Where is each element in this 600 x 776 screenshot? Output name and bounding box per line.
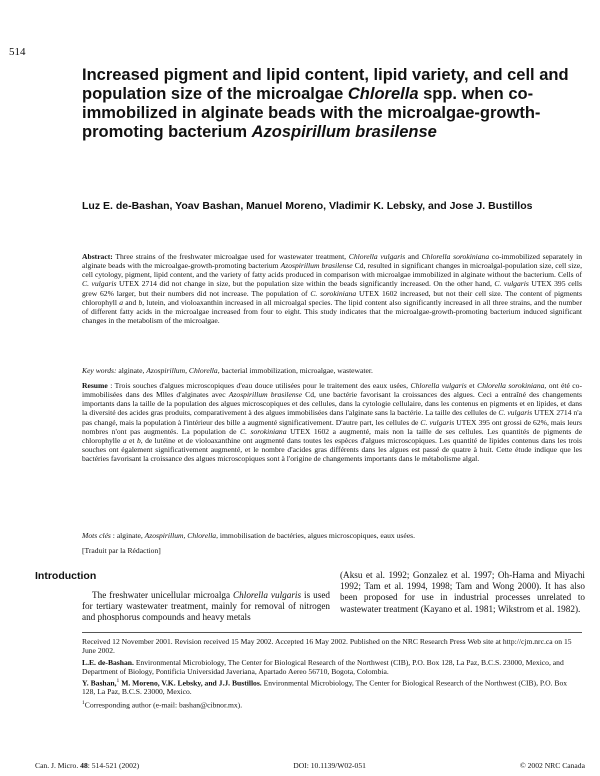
intro-italic: Chlorella vulgaris: [233, 590, 302, 600]
abstract-italic: Azospirillum brasilense: [280, 261, 353, 271]
footnotes: [82, 637, 582, 713]
keywords-text: alginate,: [116, 366, 147, 375]
resume-label: Resume: [82, 381, 108, 390]
abstract-text: UTEX 2714 did not change in size, but the population size within the beads significantly increased. On the other hand,: [116, 279, 495, 289]
abstract-text: , lutein, and violoaxanthin increased in all microalgal species. The lipid content also significantly increased in all three strains, and the number of different fatty acids in the microalgae increased from four to eight. This study indicates that the microalgae-growth-promoting bacterium induced significant changes in the metabolism of the microalgae.: [82, 297, 582, 326]
mots-cles: [82, 531, 582, 540]
received-dates: Received 12 November 2001. Revision received 15 May 2002. Accepted 16 May 2002. Published on the NRC Research Press Web site at http://cjm.nrc.ca on 15 June 2002.: [82, 637, 572, 656]
abstract: [82, 252, 582, 325]
abstract-text: Three strains of the freshwater microalgae used for wastewater treatment,: [112, 252, 349, 261]
abstract-italic: a: [119, 297, 124, 307]
article-title: [82, 66, 582, 142]
resume-text: , de lutéine et de violoaxanthine ont augmenté dans toutes les espèces d'algues microscopiques. Les quantité de lipides contenus dans les trois souches ont également significativement augmenté, et le nombre d'acides gras différents dans les algues est passé de quatre à huit. Cette étude indique que les bactéries favorisant la croissance des algues microscopiques sont à l'origine de changements importants dans le métabolisme algal.: [82, 435, 582, 464]
keywords-label: Key words:: [82, 366, 117, 375]
resume-text: UTEX 2714 n'a pas changé, mais la population à l'intérieur des bille a augmenté significativement. D'autre part, les cellules de: [82, 408, 582, 427]
resume-text: UTEX 395 ont grossi de 62%, mais leurs nombres n'ont pas augmentés. La population de: [82, 417, 582, 436]
resume-italic: Azospirillum brasilense: [228, 390, 302, 400]
abstract-text: and: [405, 252, 422, 261]
footnote-divider: [82, 632, 582, 633]
mots-cles-label: Mots clés: [82, 531, 111, 540]
abstract-italic: C. sorokiniana: [310, 288, 357, 298]
introduction-heading: Introduction: [35, 570, 97, 582]
keywords-text: bacterial immobilization, microalgae, wastewater.: [219, 366, 373, 375]
title-part-2: spp. when co-immobilized in alginate beads with the microalgae-growth-promoting bacterium: [82, 85, 541, 141]
resume-italic: b: [136, 435, 141, 445]
resume-text: Cd, une bactérie favorisant la croissances des algues. Ceci a entraîné des changements importants dans la taille de la population des algues microscopiques et des cellules, dans la cytologie cellulaire, dans les contenus en pigments et en lipides, et dans la diversité des acides gras produits, comparativement à des algues immobilisées dans l'alginate sans la bactérie. La taille des cellules de: [82, 390, 583, 418]
resume-italic: C. vulgaris: [420, 417, 455, 427]
introduction-column-1: [82, 590, 330, 624]
resume-italic: a: [122, 435, 127, 445]
abstract-text: and: [123, 297, 139, 307]
mots-cles-text: : alginate,: [110, 531, 145, 540]
affiliation-1-name: L.E. de-Bashan.: [82, 658, 134, 668]
resume-italic: C. vulgaris: [498, 408, 533, 418]
footnote-marker: 1: [82, 700, 85, 707]
affiliation-2-name: Y. Bashan,: [82, 678, 117, 688]
abstract-text: co-immobilized separately in alginate beads with the microalgae-growth-promoting bacterium: [82, 252, 582, 271]
affiliation-2-text: Environmental Microbiology, The Center for Biological Research of the Northwest (CIB), P.O. Box 128, La Paz, B.C.S. 23000, Mexico.: [82, 678, 568, 697]
keywords: [82, 366, 582, 375]
abstract-italic: b: [138, 297, 143, 307]
abstract-italic: Chlorella vulgaris: [348, 252, 406, 261]
page-footer: [35, 761, 585, 770]
author-list: Luz E. de-Bashan, Yoav Bashan, Manuel Moreno, Vladimir K. Lebsky, and Jose J. Bustillos: [82, 200, 533, 212]
abstract-text: UTEX 1602 increased, but not their cell size. The content of pigments chlorophyll: [82, 288, 582, 307]
resume-text: et: [466, 381, 478, 390]
doi: DOI: 10.1139/W02-051: [293, 761, 366, 770]
abstract-label: Abstract:: [82, 252, 113, 261]
translation-note: [Traduit par la Rédaction]: [82, 546, 161, 555]
citation: [35, 761, 139, 770]
affiliation-1: [82, 658, 582, 696]
title-azospirillum: Azospirillum brasilense: [251, 123, 437, 141]
copyright: © 2002 NRC Canada: [519, 761, 585, 770]
corresponding-author: [82, 699, 582, 710]
title-chlorella: Chlorella: [347, 85, 419, 103]
journal-name: Can. J. Micro.: [35, 761, 81, 770]
resume-text: et: [126, 435, 137, 445]
abstract-text: Cd, resulted in significant changes in microalgal-population size, cell size, cell cytology, pigment, lipid content, and the variety of fatty acids produced in comparison with microalgae immobilized in alginate without the bacterium. Cells of: [82, 261, 582, 280]
resume-italic: Chlorella sorokiniana,: [477, 381, 547, 390]
affiliation-2-names: M. Moreno, V.K. Lebsky, and J.J. Bustillos.: [119, 678, 262, 688]
title-part-1: Increased pigment and lipid content, lipid variety, and cell and population size of the microalgae: [82, 66, 569, 103]
journal-volume: 48: [80, 761, 88, 770]
mots-cles-text: immobilisation de bactéries, algues microscopiques, eaux usées.: [218, 531, 415, 540]
mots-cles-italic: Azospirillum, Chlorella,: [144, 531, 218, 540]
intro-text: is used for tertiary wastewater treatment, mainly for removal of nitrogen and phosphorus compounds and heavy metals: [82, 590, 331, 623]
journal-pages: : 514-521 (2002): [87, 761, 140, 770]
resume-text: : Trois souches d'algues microscopiques d'eau douce utilisées pour le traitement des eaux usées,: [107, 381, 411, 390]
resume-text: ont été co-immobilisées dans des Mlles d'alginates avec: [82, 381, 582, 400]
resume-italic: C. sorokiniana: [240, 426, 287, 436]
abstract-italic: C. vulgaris: [494, 279, 529, 289]
page-number: 514: [9, 46, 26, 58]
corresponding-author-text: Corresponding author (e-mail: bashan@cibnor.mx).: [84, 701, 243, 710]
abstract-italic: C. vulgaris: [82, 279, 117, 289]
resume-text: UTEX 1602 a augmenté, mais non la taille de ses cellules. Les quantités de pigments de chlorophylle: [82, 426, 582, 445]
footnote-marker: 1: [116, 677, 120, 684]
resume: [82, 381, 582, 463]
intro-text: The freshwater unicellular microalga: [92, 590, 234, 600]
abstract-text: UTEX 395 cells grew 62% larger, but their numbers did not increase. The population of: [82, 279, 582, 298]
keywords-italic: Azospirillum, Chlorella,: [146, 366, 220, 375]
affiliation-1-text: Environmental Microbiology, The Center for Biological Research of the Northwest (CIB), P.O. Box 128, La Paz, B.C.S. 23000, Mexico, and Department of Biology, Pontificia Universidad Javeriana, Apartado Aereo 56710, Bogota, Colombia.: [82, 658, 564, 677]
introduction-column-2: (Aksu et al. 1992; Gonzalez et al. 1997; Oh-Hama and Miyachi 1992; Tam et al. 1994, 1998; Tam and Wong 2000). It has also been proposed for use in industrial processes unrelated to wastewater treatment (Kayano et al. 1981; Wikstrom et al. 1982).: [340, 570, 585, 614]
resume-italic: Chlorella vulgaris: [410, 381, 467, 390]
abstract-italic: Chlorella sorokiniana: [421, 252, 490, 261]
